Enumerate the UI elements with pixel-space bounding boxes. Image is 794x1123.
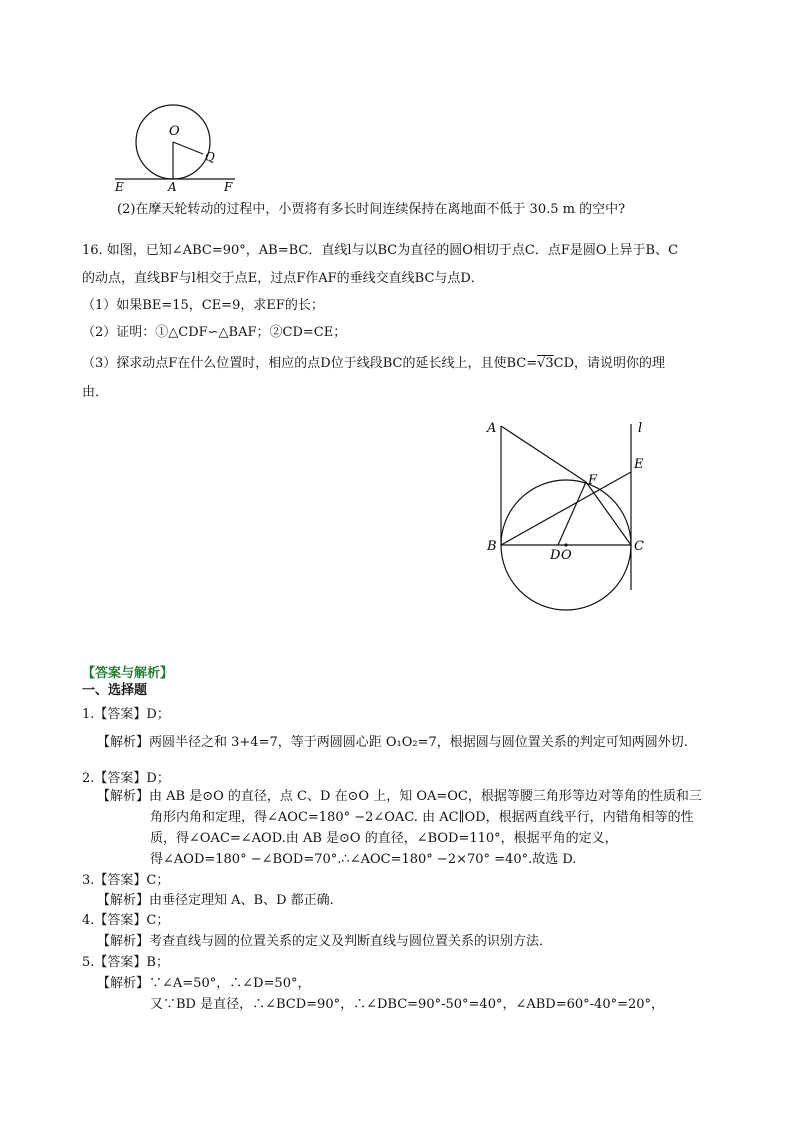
ferris-wheel-figure (105, 95, 255, 195)
segment-OQ (173, 142, 203, 154)
label-O: O (169, 124, 180, 139)
answer-4: 4.【答案】C； (82, 913, 170, 928)
label-O: O (561, 548, 572, 563)
explanation-2-line2: 角形内角和定理，得∠AOC=180° −2∠OAC. 由 AC∥OD，根据两直线平行，内错角相等的性 (150, 810, 694, 825)
explanation-1: 【解析】两圆半径之和 3+4=7，等于两圆圆心距 O₁O₂=7，根据圆与圆位置关系的判定可知两圆外切. (97, 735, 688, 750)
label-A: A (487, 421, 497, 436)
explanation-3: 【解析】由垂径定理知 A、B、D 都正确. (97, 893, 334, 908)
answer-2: 2.【答案】D； (82, 771, 170, 786)
question-16-part3-text-b: CD，请说明你的理 (553, 356, 666, 371)
segment-FD (558, 482, 586, 545)
tangent-circle-figure (478, 410, 678, 620)
question-16-part3-text-a: （3）探求动点F在什么位置时，相应的点D位于线段BC的延长线上，且使BC= (82, 356, 538, 371)
answer-3: 3.【答案】C； (82, 873, 170, 888)
question-16-part3-cont: 由． (82, 385, 109, 400)
question-16-part3 (82, 355, 665, 373)
answers-header: 【答案与解析】 (82, 666, 174, 681)
answer-5: 5.【答案】B； (82, 955, 169, 970)
label-Q: Q (205, 150, 215, 164)
label-E: E (634, 457, 644, 472)
explanation-5-line1: 【解析】∵∠A=50°，∴∠D=50°， (97, 976, 311, 991)
segment-FC (586, 482, 631, 545)
label-B: B (487, 539, 497, 554)
segment-BE (501, 472, 631, 545)
label-E: E (115, 180, 124, 194)
question-16-line2: 的动点，直线BF与l相交于点E，过点F作AF的垂线交直线BC与点D． (82, 271, 484, 286)
label-l: l (638, 421, 643, 436)
label-F: F (224, 180, 233, 194)
question-16-part2: （2）证明：①△CDF∽△BAF；②CD=CE； (82, 325, 347, 340)
explanation-2-line3: 质，得∠OAC=∠AOD.由 AB 是⊙O 的直径，∠BOD=110°，根据平角的定义， (150, 831, 618, 846)
explanation-4: 【解析】考查直线与圆的位置关系的定义及判断直线与圆位置关系的识别方法． (97, 934, 553, 949)
question-15-part-2: (2)在摩天轮转动的过程中，小贾将有多长时间连续保持在离地面不低于 30.5 m 的空中? (117, 202, 626, 217)
explanation-2-line1: 【解析】由 AB 是⊙O 的直径，点 C、D 在⊙O 上，知 OA=OC，根据等腰三角形等边对等角的性质和三 (97, 789, 702, 804)
label-A: A (168, 180, 177, 194)
question-16-line1: 16. 如图，已知∠ABC=90°，AB=BC．直线l与以BC为直径的圆O相切于点C．点F是圆O上异于B、C (82, 243, 679, 258)
sqrt3-symbol: √3 (537, 356, 554, 371)
section-title: 一、选择题 (82, 683, 148, 698)
explanation-5-line2: 又∵BD 是直径，∴∠BCD=90°，∴∠DBC=90°-50°=40°，∠ABD=60°-40°=20°， (150, 997, 665, 1012)
label-F: F (588, 473, 598, 488)
explanation-2-line4: 得∠AOD=180° −∠BOD=70°.∴∠AOC=180° −2×70° =40°.故选 D. (150, 852, 577, 867)
center-dot-O (564, 543, 567, 546)
answer-1: 1.【答案】D； (82, 707, 170, 722)
segment-AF (501, 426, 586, 482)
label-D: D (550, 548, 561, 563)
label-C: C (634, 539, 644, 554)
question-16-part1: （1）如果BE=15，CE=9，求EF的长； (82, 298, 324, 313)
